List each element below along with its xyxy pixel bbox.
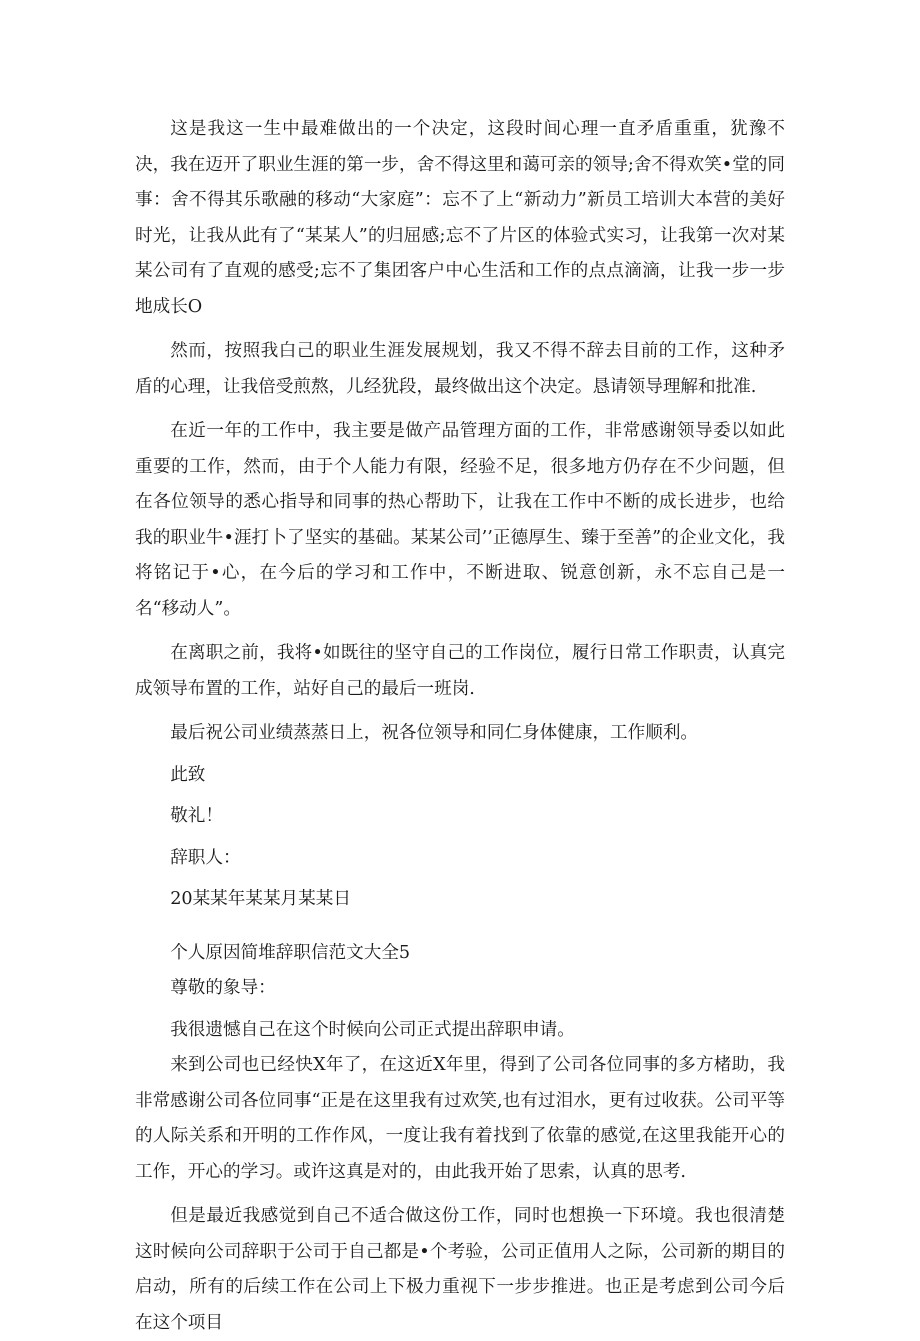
signer-label: 辞职人： (170, 847, 241, 868)
letter-date: 20某某年某某月某某日 (170, 889, 351, 909)
salutation-ci-zhi: 此致 (170, 764, 206, 785)
paragraph: 在离职之前，我将•如既往的坚守自己的工作岗位，履行日常工作职责，认真完成领导布置的工作，站好自己的最后一班岗. (135, 643, 785, 699)
paragraph: 在近一年的工作中，我主要是做产品管理方面的工作，非常感谢领导委以如此重要的工作，然而，由于个人能力有限，经验不足，很多地方仍存在不少问题，但在各位领导的悉心指导和同事的热心帮助下，让我在工作中不断的成长进步，也给我的职业牛•涯打卜了坚实的基础。某某公司’’正德厚生、臻于至善”的企业文化，我将铭记于•心，在今后的学习和工作中，不断进取、锐意创新，永不忘自己是一名“移动人”。 (135, 421, 785, 619)
paragraph: 这是我这一生中最难做出的一个决定，这段时间心理一直矛盾重重，犹豫不决，我在迈开了职业生涯的第一步，舍不得这里和蔼可亲的领导;舍不得欢笑•堂的同事：舍不得其乐歌融的移动“大家庭”：忘不了上“新动力”新员工培训大本营的美好时光，让我从此有了“某某人”的归屈感;忘不了片区的体验式实习，让我第一次对某某公司有了直观的感受;忘不了集团客户中心生活和工作的点点滴滴，让我一步一步地成长O (135, 119, 785, 317)
greeting: 尊敬的象导： (170, 978, 276, 998)
document-page (135, 112, 785, 1341)
salutation-jing-li: 敬礼！ (170, 806, 223, 826)
opening-line: 我很遗憾自己在这个时候向公司正式提出辞职申请。 (170, 1019, 575, 1040)
paragraph: 但是最近我感觉到自己不适合做这份工作，同时也想换一下环境。我也很清楚这时候向公司辞职于公司于自己都是•个考验，公司正值用人之际，公司新的期目的启动，所有的后续工作在公司上下极力重视下一步步推进。也正是考虑到公司今后在这个项目 (135, 1206, 785, 1333)
section-heading: 个人原因简堆辞职信范文大全5 (170, 942, 411, 963)
paragraph: 然而，按照我白己的职业生涯发展规划，我又不得不辞去目前的工作，这种矛盾的心理，让我倍受煎熬，儿经犹段，最终做出这个决定。恳请领导理解和批准. (135, 341, 785, 397)
paragraph: 来到公司也已经快X年了，在这近X年里，得到了公司各位同事的多方楮助，我非常感谢公司各位同事“正是在这里我有过欢笑,也有过泪水，更有过收获。公司平等的人际关系和开明的工作作风，一度让我有着找到了依靠的感觉,在这里我能开心的工作，开心的学习。或许这真是对的，由此我开始了思索，认真的思考. (135, 1055, 785, 1182)
closing-wish: 最后祝公司业绩蒸蒸日上，祝各位领导和同仁身体健康，工作顺利。 (170, 723, 699, 743)
